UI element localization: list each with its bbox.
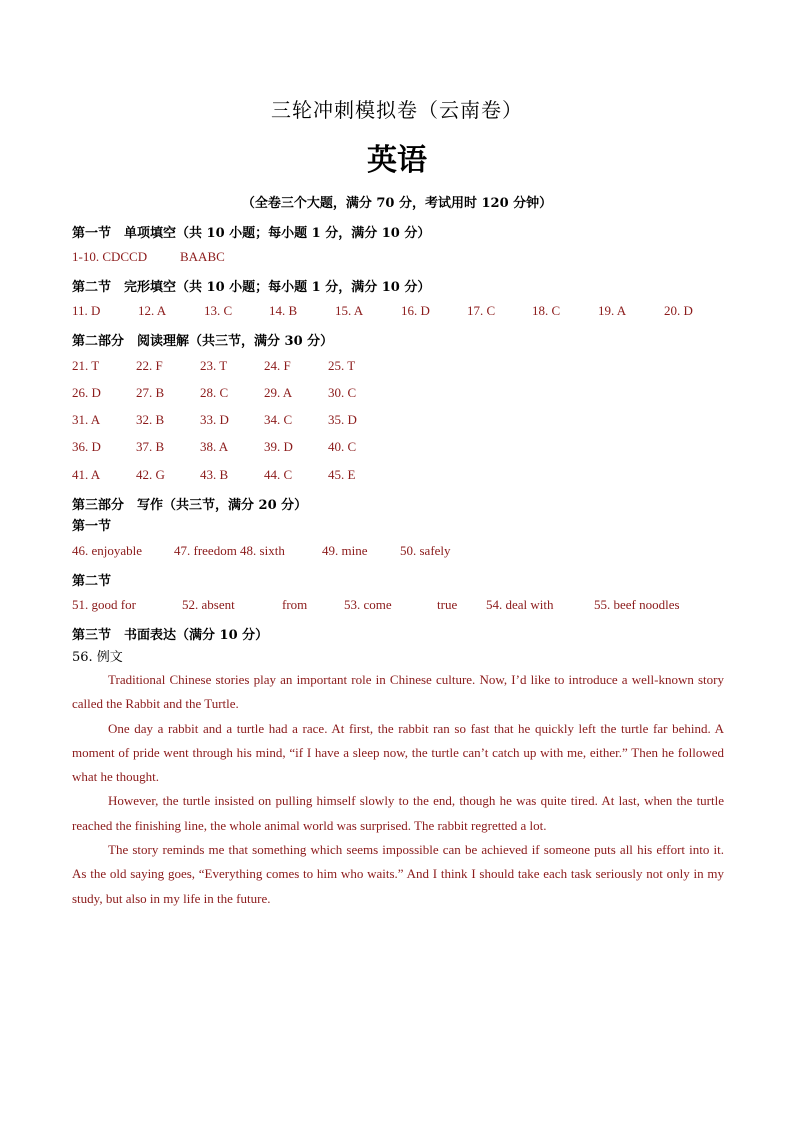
answer: 26. D xyxy=(72,385,101,400)
answer: 34. C xyxy=(264,412,293,427)
section2-heading: 第二节 完形填空（共 10 小题；每小题 1 分，满分 10 分） xyxy=(72,280,431,295)
answer: 40. C xyxy=(328,439,357,454)
answer: 42. G xyxy=(136,467,165,482)
answer: 30. C xyxy=(328,385,357,400)
answer: 12. A xyxy=(138,303,167,318)
part3-section3-heading: 第三节 书面表达（满分 10 分） xyxy=(72,628,269,643)
answer: 13. C xyxy=(204,303,233,318)
answer: 27. B xyxy=(136,385,165,400)
answer: 44. C xyxy=(264,467,293,482)
answer: 36. D xyxy=(72,439,101,454)
answer: 20. D xyxy=(664,303,693,318)
answer: 47. freedom 48. sixth xyxy=(174,543,285,558)
essay-label: 56. 例文 xyxy=(72,650,123,665)
answer: 38. A xyxy=(200,439,229,454)
answer: from xyxy=(282,597,308,612)
answer: 19. A xyxy=(598,303,627,318)
part3-section1-heading: 第一节 xyxy=(72,519,112,534)
answer: 54. deal with xyxy=(486,597,554,612)
section1-heading: 第一节 单项填空（共 10 小题；每小题 1 分，满分 10 分） xyxy=(72,226,431,241)
answer: 18. C xyxy=(532,303,561,318)
part3-heading: 第三部分 写作（共三节，满分 20 分） xyxy=(72,498,308,513)
essay-paragraph: Traditional Chinese stories play an important role in Chinese culture. Now, I’d like to introduce a well-known story called the Rabbit and the Turtle. xyxy=(72,672,724,712)
answer: 35. D xyxy=(328,412,357,427)
part3-section2-heading: 第二节 xyxy=(72,574,112,589)
answer: 17. C xyxy=(467,303,496,318)
answer: 50. safely xyxy=(400,543,451,558)
answer: 28. C xyxy=(200,385,229,400)
answer: 32. B xyxy=(136,412,165,427)
answer: 55. beef noodles xyxy=(594,597,680,612)
answer: 24. F xyxy=(264,358,291,373)
answer: 11. D xyxy=(72,303,101,318)
answer: 37. B xyxy=(136,439,165,454)
answer: 41. A xyxy=(72,467,101,482)
answer: 25. T xyxy=(328,358,356,373)
essay-paragraph: However, the turtle insisted on pulling himself slowly to the end, though he was quite tired. At last, when the turtle reached the finishing line, the whole animal world was surprised. The rabbit regretted a lot. xyxy=(72,793,724,833)
answer: 46. enjoyable xyxy=(72,543,143,558)
part2-heading: 第二部分 阅读理解（共三节，满分 30 分） xyxy=(72,334,334,349)
answer: 31. A xyxy=(72,412,101,427)
answer: 16. D xyxy=(401,303,430,318)
answer: 1-10. CDCCD xyxy=(72,249,148,264)
answer: 14. B xyxy=(269,303,298,318)
answer: BAABC xyxy=(180,249,225,264)
answer: 45. E xyxy=(328,467,356,482)
exam-note: （全卷三个大题，满分 70 分，考试用时 120 分钟） xyxy=(241,196,553,211)
subject-title: 英语 xyxy=(367,143,427,178)
answer: 23. T xyxy=(200,358,228,373)
answer: 51. good for xyxy=(72,597,136,612)
answer: 53. come xyxy=(344,597,392,612)
essay-paragraph: One day a rabbit and a turtle had a race. At first, the rabbit ran so fast that he quickly left the turtle far behind. A moment of pride went through his mind, “if I have a sleep now, the turtle can’t catch up with me, either.” Then he followed what he thought. xyxy=(72,720,724,785)
answer: 15. A xyxy=(335,303,364,318)
sample-essay xyxy=(72,668,724,911)
answer: 39. D xyxy=(264,439,293,454)
answer: 43. B xyxy=(200,467,229,482)
answer: 52. absent xyxy=(182,597,235,612)
answer: 22. F xyxy=(136,358,163,373)
answer: true xyxy=(437,597,458,612)
answer: 21. T xyxy=(72,358,100,373)
answer: 33. D xyxy=(200,412,229,427)
essay-paragraph: The story reminds me that something which seems impossible can be achieved if someone puts all his effort into it. As the old saying goes, “Everything comes to him who waits.” And I think I should take each task seriously not only in my study, but also in my life in the future. xyxy=(72,842,724,906)
answer: 29. A xyxy=(264,385,293,400)
answer: 49. mine xyxy=(322,543,368,558)
exam-title: 三轮冲刺模拟卷（云南卷） xyxy=(271,98,523,122)
